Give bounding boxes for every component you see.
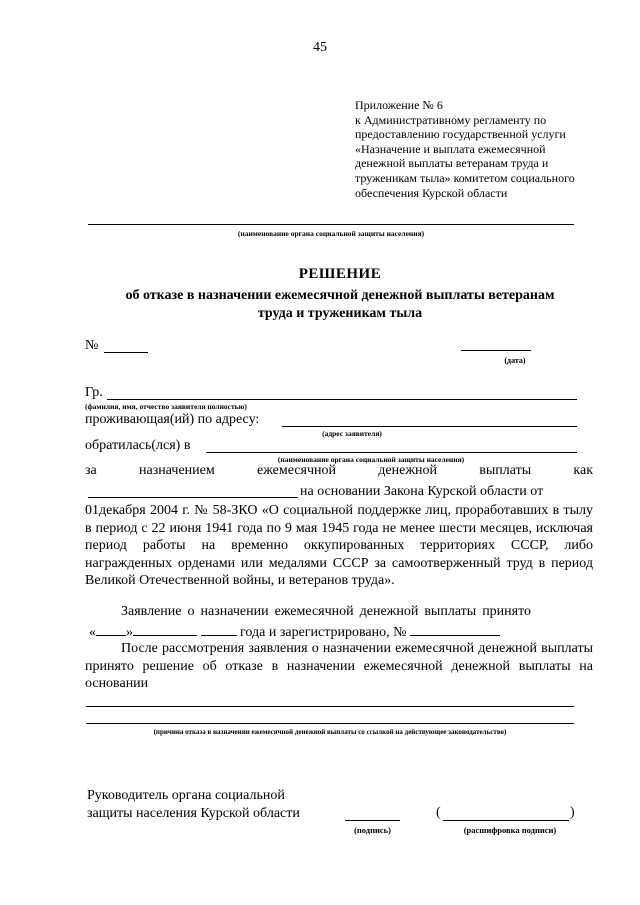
appendix-block [355, 98, 605, 200]
date-caption: (дата) [504, 356, 526, 365]
document-subtitle-line-2: труда и труженикам тыла [257, 306, 423, 321]
document-title: РЕШЕНИЕ [298, 266, 382, 282]
date-field[interactable] [461, 350, 531, 351]
year-registration-text: года и зарегистрировано, № [240, 625, 407, 640]
address-label: проживающая(ий) по адресу: [85, 412, 260, 427]
reason-field-1[interactable] [86, 706, 574, 707]
appendix-line: «Назначение и выплата ежемесячной [355, 141, 546, 156]
appendix-line: денежной выплаты ветеранам труда и [355, 156, 549, 171]
reason-caption: (причина отказа в назначении ежемесячной денежной выплаты со ссылкой на действующее законодательство) [153, 728, 507, 736]
document-subtitle-line-1: об отказе в назначении ежемесячной денежной выплаты ветеранам [125, 288, 555, 303]
decode-open-paren: ( [436, 805, 441, 820]
date-close-quote: » [126, 625, 133, 640]
registration-number-field[interactable] [410, 622, 500, 636]
statement-year-field[interactable] [201, 622, 237, 636]
statement-line: Заявление о назначении ежемесячной денежной выплаты принято [121, 604, 532, 619]
citizen-name-field[interactable] [107, 399, 577, 400]
number-label: № [85, 338, 99, 353]
applied-label: обратилась(лся) в [85, 438, 191, 453]
purpose-word: выплаты [479, 463, 532, 478]
number-field[interactable] [104, 352, 148, 353]
head-title-line-1: Руководитель органа социальной [87, 788, 285, 803]
applied-org-caption: (наименование органа социальной защиты населения) [277, 455, 465, 464]
statement-day-field[interactable] [96, 622, 126, 636]
signature-caption: (подпись) [354, 825, 391, 835]
reason-field-2[interactable] [86, 723, 574, 724]
org-name-line [88, 224, 574, 225]
citizen-label: Гр. [85, 385, 103, 400]
address-caption: (адрес заявителя) [322, 429, 382, 438]
purpose-word: за [85, 463, 97, 478]
purpose-word: как [573, 463, 593, 478]
page-number: 45 [313, 40, 327, 55]
appendix-line: Приложение № 6 [355, 98, 443, 112]
purpose-row [85, 463, 593, 479]
signature-field[interactable] [345, 820, 400, 821]
category-field[interactable] [88, 497, 298, 498]
address-field[interactable] [282, 426, 577, 427]
appendix-line: труженикам тыла» комитетом социального [355, 170, 575, 185]
citizen-name-caption: (фамилия, имя, отчество заявителя полностью) [85, 402, 247, 411]
decode-caption: (расшифровка подписи) [463, 825, 557, 835]
purpose-word: ежемесячной [256, 463, 337, 478]
date-open-quote: « [89, 625, 96, 640]
appendix-line: предоставлению государственной услуги [355, 127, 566, 142]
purpose-word: назначением [139, 463, 215, 478]
decode-field[interactable] [443, 820, 569, 821]
law-paragraph: 01декабря 2004 г. № 58-ЗКО «О социальной поддержке лиц, проработавших в тылу в период с 22 июня 1941 года по 9 мая 1945 года не менее шести месяцев, исключая период работы на временно оккупированных территориях СССР, либо награжденных орденами или медалями СССР за самоотверженный труд в период Великой Отечественной войны, и ветеранов труда». [85, 503, 593, 588]
head-title-line-2: защиты населения Курской области [87, 806, 300, 821]
purpose-word: денежной [378, 463, 437, 478]
appendix-line: к Административному регламенту по [355, 112, 547, 127]
statement-month-field[interactable] [133, 622, 197, 636]
decode-close-paren: ) [570, 805, 575, 820]
basis-text: на основании Закона Курской области от [300, 484, 544, 499]
appendix-line: обеспечения Курской области [355, 185, 508, 200]
org-name-caption: (наименование органа социальной защиты населения) [237, 229, 425, 238]
statement-date-row [89, 622, 500, 641]
decision-paragraph [85, 640, 593, 693]
decision-text: После рассмотрения заявления о назначении ежемесячной денежной выплаты принято решение об отказе в назначении ежемесячной денежной выплаты на основании [85, 641, 593, 691]
applied-org-field[interactable] [206, 452, 577, 453]
